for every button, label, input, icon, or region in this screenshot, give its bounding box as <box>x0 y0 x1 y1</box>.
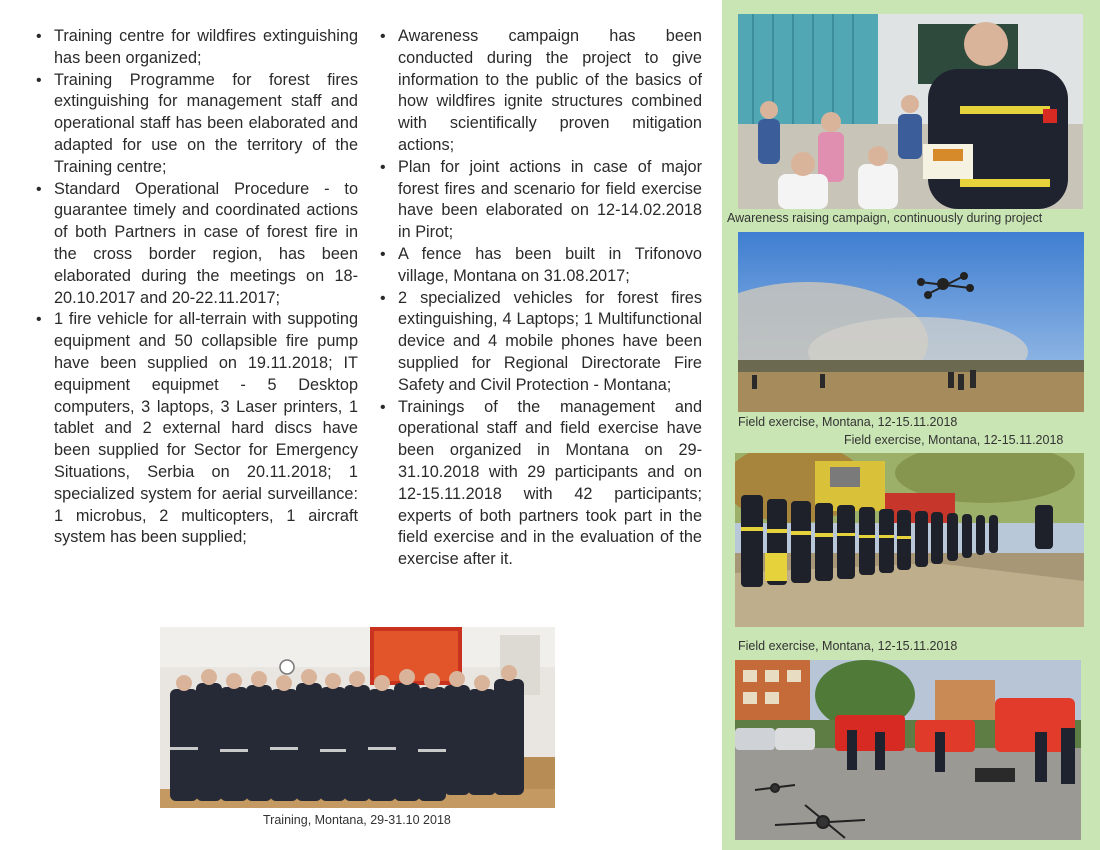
photo-caption: Field exercise, Montana, 12-15.11.2018 <box>844 433 1064 447</box>
list-item: • Standard Operational Procedure - to guarantee timely and coordinated actions of both Partners in case of forest fire in the cross border region, has been elaborated during the meetings on 18-20.10.2017 and 20-22.11.2017; <box>34 179 358 310</box>
photo-caption: Field exercise, Montana, 12-15.11.2018 <box>738 639 958 653</box>
left-text-column <box>34 26 358 549</box>
firefighters-lineup-photo <box>735 453 1084 627</box>
drone-field-exercise-photo <box>738 232 1084 412</box>
right-text-column <box>378 26 702 571</box>
left-bullet-list <box>34 26 358 549</box>
list-item: • Plan for joint actions in case of major forest fires and scenario for field exercise have been elaborated on 12-14.02.2018 in Pirot; <box>378 157 702 244</box>
vehicles-drones-photo <box>735 660 1081 840</box>
right-bullet-list <box>378 26 702 571</box>
list-item: • Awareness campaign has been conducted during the project to give information to the public of the basics of how wildfires ignite structures combined with scientifically proven mitigation actions; <box>378 26 702 157</box>
list-item: • Training centre for wildfires extinguishing has been organized; <box>34 26 358 70</box>
photo-caption: Awareness raising campaign, continuously during project <box>727 211 1043 225</box>
photo-caption: Training, Montana, 29-31.10 2018 <box>263 813 451 827</box>
list-item: • 1 fire vehicle for all-terrain with suppoting equipment and 50 collapsible fire pump have been supplied on 19.11.2018; IT equipment equipmet - 5 Desktop computers, 3 laptops, 3 Laser printers, 1 tablet and 2 external hard discs have been supplied for Sector for Emergency Situations, Serbia on 20.11.2018; 1 specialized system for aerial surveillance: 1 microbus, 2 multicopters, 1 aircraft system has been supplied; <box>34 309 358 549</box>
list-item: • Training Programme for forest fires extinguishing for management staff and operational staff has been elaborated and adapted for use on the territory of the Training centre; <box>34 70 358 179</box>
training-group-photo <box>160 627 555 808</box>
list-item: • Trainings of the management and operational staff and field exercise have been organized in Montana on 29-31.10.2018 with 29 participants and on 12-15.11.2018 with 42 participants; experts of both partners took part in the field exercise and in the evaluation of the exercise after it. <box>378 397 702 571</box>
awareness-campaign-photo <box>738 14 1083 209</box>
photo-caption: Field exercise, Montana, 12-15.11.2018 <box>738 415 958 429</box>
list-item: • A fence has been built in Trifonovo village, Montana on 31.08.2017; <box>378 244 702 288</box>
list-item: • 2 specialized vehicles for forest fires extinguishing, 4 Laptops; 1 Multifunctional device and 4 mobile phones have been supplied for Regional Directorate Fire Safety and Civil Protection - Montana; <box>378 288 702 397</box>
